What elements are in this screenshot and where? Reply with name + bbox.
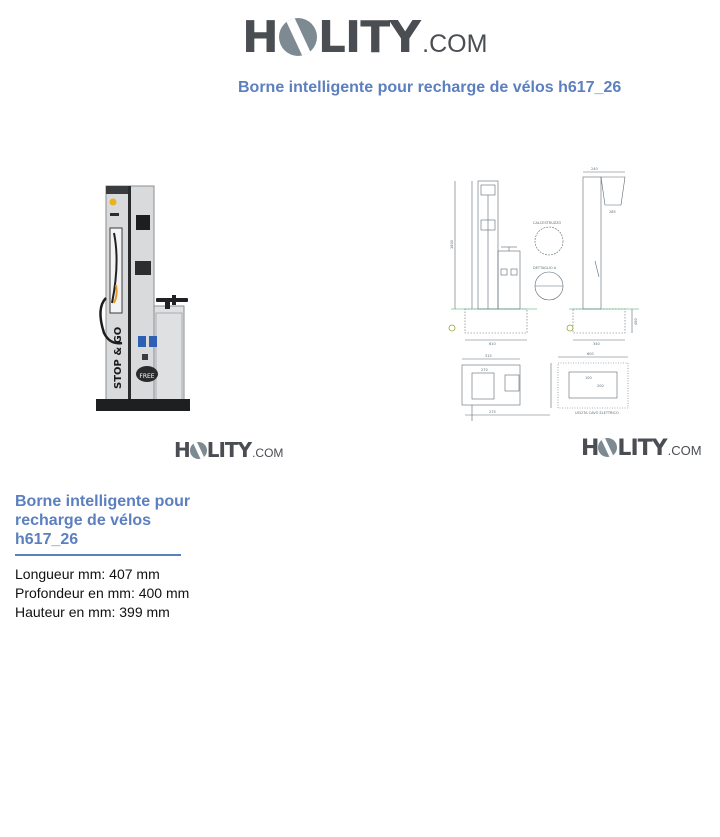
svg-text:610: 610 [489, 342, 496, 346]
watermark-logo-right: H LITY .COM [581, 436, 702, 461]
svg-text:275: 275 [489, 410, 496, 414]
svg-text:270: 270 [481, 368, 488, 372]
svg-text:285: 285 [609, 210, 616, 214]
spec-length: Longueur mm: 407 mm [15, 566, 160, 582]
product-photo [92, 183, 192, 415]
spec-list [15, 565, 189, 622]
spec-depth: Profondeur en mm: 400 mm [15, 585, 190, 601]
technical-drawing [445, 165, 645, 422]
svg-text:340: 340 [593, 342, 600, 346]
logo-o-icon [598, 438, 617, 457]
logo-o-icon [279, 18, 317, 56]
svg-text:CALCESTRUZZO: CALCESTRUZZO [533, 221, 562, 225]
watermark-logo-left: H LITY .COM [174, 438, 284, 462]
svg-text:480: 480 [634, 318, 638, 325]
svg-text:100: 100 [585, 376, 592, 380]
title-divider [15, 554, 181, 556]
page-title: Borne intelligente pour recharge de vélos h617_26 [238, 79, 622, 96]
badge-text: FREE [139, 373, 155, 380]
spec-height: Hauteur en mm: 399 mm [15, 604, 170, 620]
svg-text:DETTAGLIO A: DETTAGLIO A [533, 266, 557, 270]
svg-text:200: 200 [597, 384, 604, 388]
svg-text:USCITA CAVO ELETTRICO: USCITA CAVO ELETTRICO [575, 411, 619, 415]
svg-text:600: 600 [587, 352, 594, 356]
logo-o-icon [190, 442, 207, 459]
svg-text:315: 315 [485, 354, 492, 358]
svg-text:1800: 1800 [450, 240, 454, 249]
product-title: Borne intelligente pour recharge de vélos h617_26 [15, 493, 191, 548]
panel-text: STOP & GO [113, 326, 124, 389]
holity-logo[interactable]: H LITY .COM [242, 12, 488, 63]
svg-text:240: 240 [591, 167, 598, 171]
